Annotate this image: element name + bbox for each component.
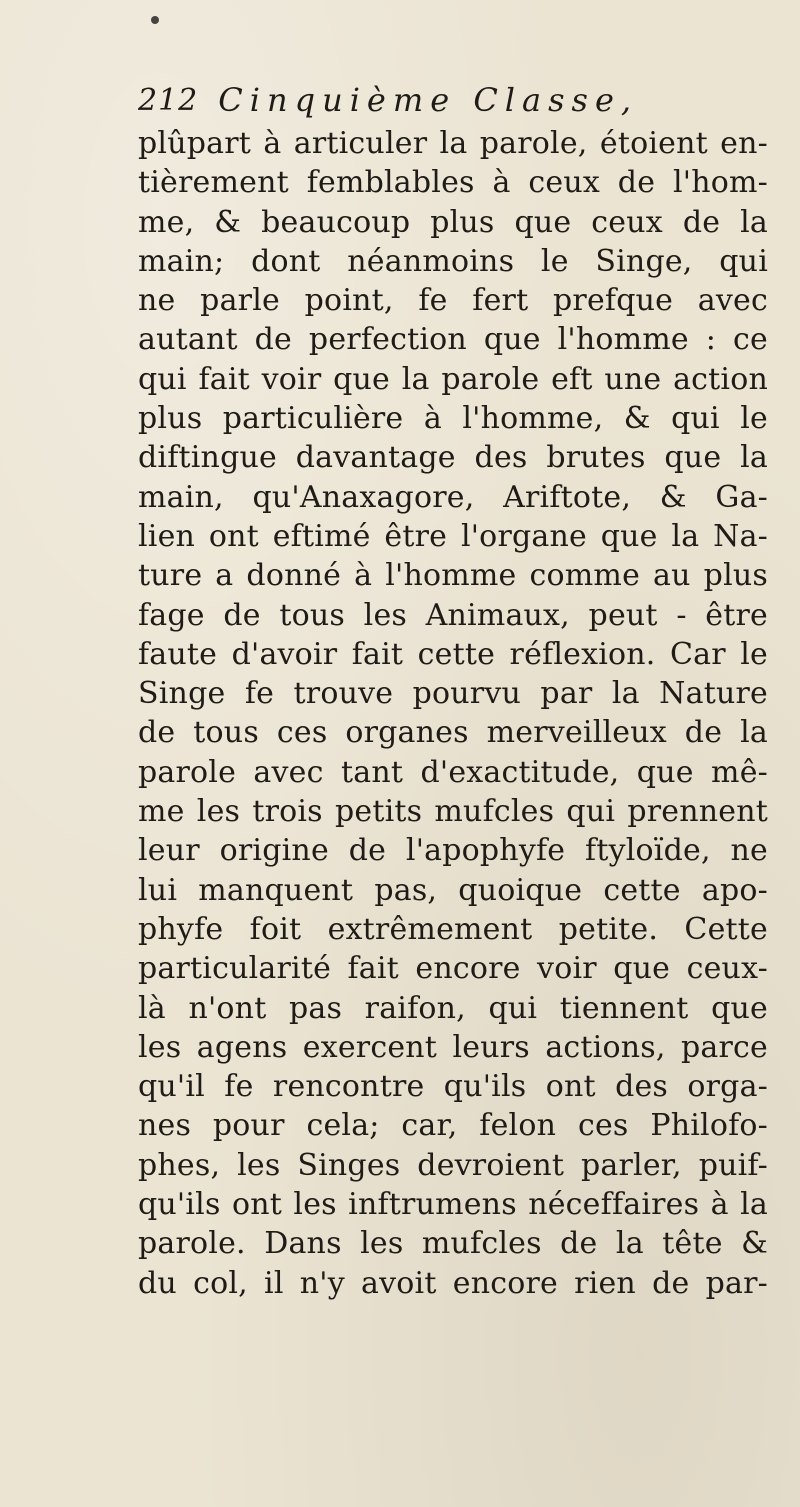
text-line: particularité fait encore voir que ceux- (138, 951, 768, 987)
ink-spot (151, 16, 159, 24)
text-line: qui fait voir que la parole eft une action (138, 361, 768, 397)
text-line: fage de tous les Animaux, peut - être (138, 597, 768, 633)
text-line: là n'ont pas raifon, qui tiennent que (138, 990, 768, 1026)
running-head: Cinquième Classe, (218, 81, 639, 119)
body-text (138, 124, 768, 1303)
text-line: phyfe foit extrêmement petite. Cette (138, 911, 768, 947)
text-line: lui manquent pas, quoique cette apo- (138, 872, 768, 908)
text-line: de tous ces organes merveilleux de la (138, 715, 768, 751)
text-line: plus particulière à l'homme, & qui le (138, 401, 768, 437)
text-line: diftingue davantage des brutes que la (138, 440, 768, 476)
text-line: me les trois petits mufcles qui prennent (138, 794, 768, 830)
text-line: autant de perfection que l'homme : ce (138, 322, 768, 358)
text-line: phes, les Singes devroient parler, puif- (138, 1147, 768, 1183)
page-header (138, 68, 768, 119)
text-line: leur origine de l'apophyfe ftyloïde, ne (138, 833, 768, 869)
text-line: ture a donné à l'homme comme au plus (138, 558, 768, 594)
text-line: Singe fe trouve pourvu par la Nature (138, 676, 768, 712)
text-line: qu'ils ont les inftrumens néceffaires à la (138, 1187, 768, 1223)
text-line: parole avec tant d'exactitude, que mê- (138, 754, 768, 790)
text-line: main, qu'Anaxagore, Ariftote, & Ga- (138, 479, 768, 515)
text-line: plûpart à articuler la parole, étoient en- (138, 126, 768, 161)
text-line: faute d'avoir fait cette réflexion. Car le (138, 636, 768, 672)
text-line: tièrement femblables à ceux de l'hom- (138, 165, 768, 201)
text-line: les agens exercent leurs actions, parce (138, 1029, 768, 1065)
text-line: parole. Dans les mufcles de la tête & (138, 1226, 768, 1262)
text-line: nes pour cela; car, felon ces Philofo- (138, 1108, 768, 1144)
text-line: du col, il n'y avoit encore rien de par- (138, 1265, 768, 1301)
text-line: ne parle point, fe fert prefque avec (138, 283, 768, 319)
page-number: 212 (138, 83, 199, 118)
text-line: me, & beaucoup plus que ceux de la (138, 204, 768, 240)
text-line: lien ont eftimé être l'organe que la Na- (138, 518, 768, 554)
text-line: qu'il fe rencontre qu'ils ont des orga- (138, 1069, 768, 1105)
text-line: main; dont néanmoins le Singe, qui (138, 243, 768, 279)
